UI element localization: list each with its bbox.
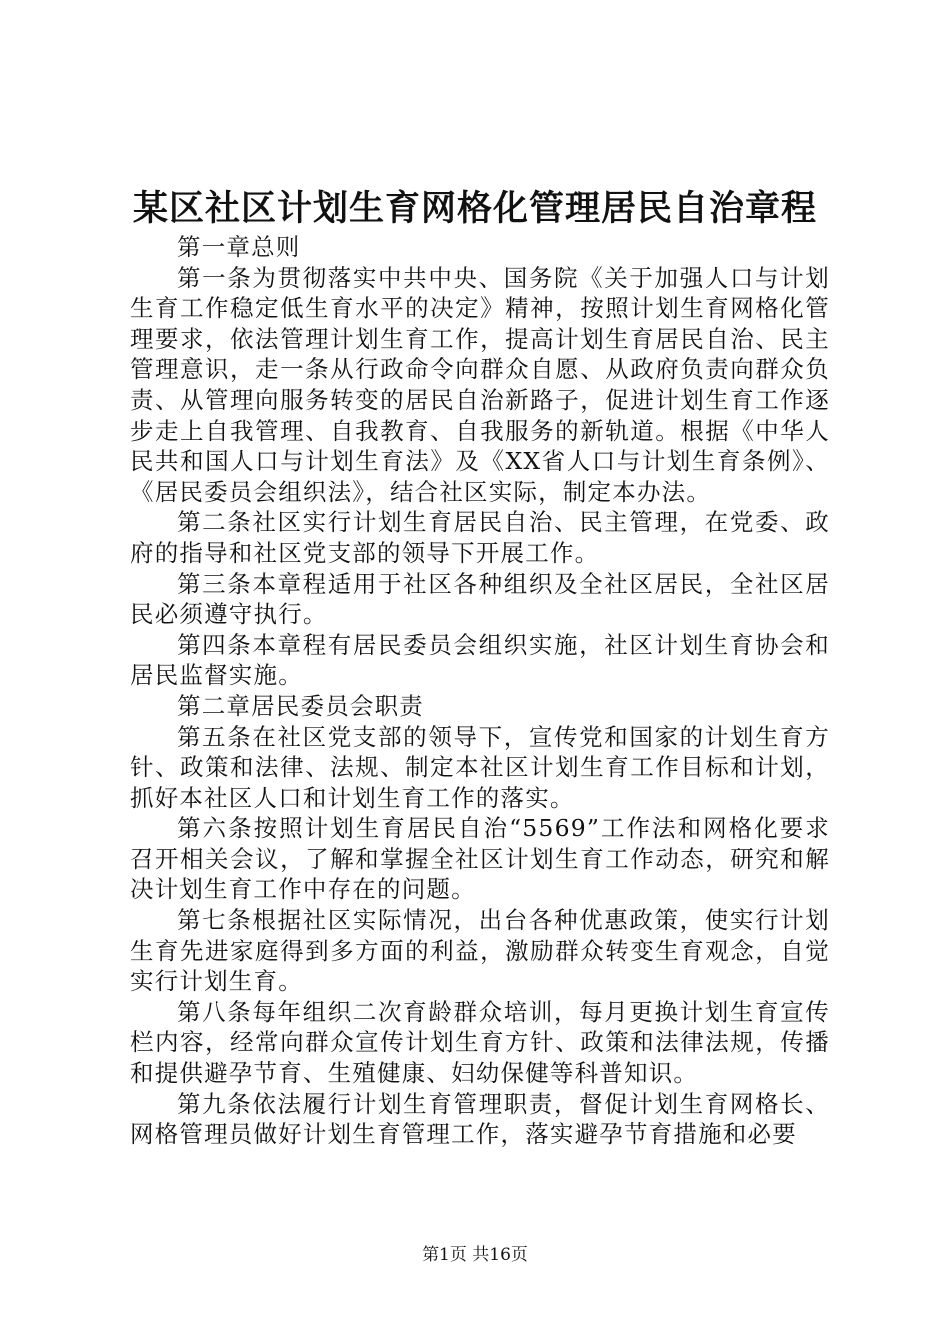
document-title: 某区社区计划生育网格化管理居民自治章程 xyxy=(132,188,817,229)
article-paragraph: 第七条根据社区实际情况，出台各种优惠政策，使实行计划生育先进家庭得到多方面的利益，激励群众转变生育观念，自觉实行计划生育。 xyxy=(130,906,830,996)
chapter-heading: 第二章居民委员会职责 xyxy=(177,691,424,720)
article-paragraph: 第二条社区实行计划生育居民自治、民主管理，在党委、政府的指导和社区党支部的领导下开展工作。 xyxy=(130,508,830,567)
page-number-footer: 第1页 共16页 xyxy=(422,1245,528,1265)
article-paragraph: 第四条本章程有居民委员会组织实施，社区计划生育协会和居民监督实施。 xyxy=(130,630,830,690)
article-paragraph: 第三条本章程适用于社区各种组织及全社区居民，全社区居民必须遵守执行。 xyxy=(130,569,830,629)
article-paragraph: 第一条为贯彻落实中共中央、国务院《关于加强人口与计划生育工作稳定低生育水平的决定》精神，按照计划生育网格化管理要求，依法管理计划生育工作，提高计划生育居民自治、民主管理意识，走一条从行政命令向群众自愿、从政府负责向群众负责、从管理向服务转变的居民自治新路子，促进计划生育工作逐步走上自我管理、自我教育、自我服务的新轨道。根据《中华人民共和国人口与计划生育法》及《XX省人口与计划生育条例》、《居民委员会组织法》，结合社区实际，制定本办法。 xyxy=(130,263,830,506)
article-paragraph: 第八条每年组织二次育龄群众培训，每月更换计划生育宣传栏内容，经常向群众宣传计划生育方针、政策和法律法规，传播和提供避孕节育、生殖健康、妇幼保健等科普知识。 xyxy=(130,997,830,1088)
article-paragraph: 第六条按照计划生育居民自治“5569”工作法和网格化要求召开相关会议，了解和掌握全社区计划生育工作动态，研究和解决计划生育工作中存在的问题。 xyxy=(130,814,830,904)
article-paragraph: 第九条依法履行计划生育管理职责，督促计划生育网格长、网格管理员做好计划生育管理工作，落实避孕节育措施和必要 xyxy=(130,1089,830,1149)
article-paragraph: 第五条在社区党支部的领导下，宣传党和国家的计划生育方针、政策和法律、法规、制定本社区计划生育工作目标和计划，抓好本社区人口和计划生育工作的落实。 xyxy=(130,722,830,812)
chapter-heading: 第一章总则 xyxy=(177,233,301,261)
document-body xyxy=(130,232,830,1150)
